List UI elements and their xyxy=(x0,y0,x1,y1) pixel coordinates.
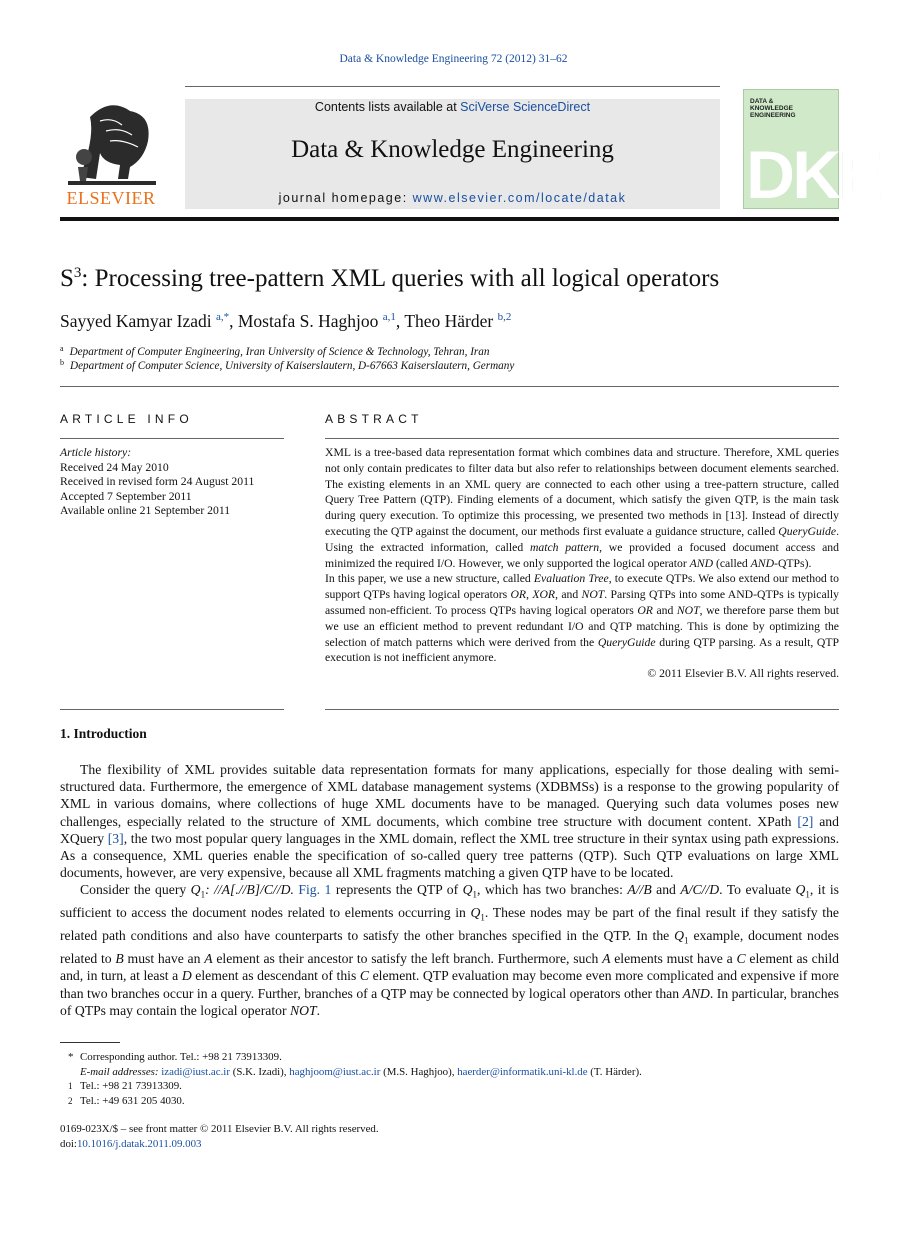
cover-line-3: ENGINEERING xyxy=(750,112,796,119)
contents-line xyxy=(185,100,720,114)
cover-line-2: KNOWLEDGE xyxy=(750,105,793,112)
footnote-mark: * xyxy=(68,1051,74,1063)
affiliation-mark: a xyxy=(60,344,64,353)
affiliation-rule xyxy=(60,386,839,387)
journal-citation[interactable]: Data & Knowledge Engineering 72 (2012) 31–62 xyxy=(339,53,568,65)
sciencedirect-link[interactable]: SciVerse ScienceDirect xyxy=(460,100,591,114)
article-info-bottom-rule xyxy=(60,709,284,710)
affiliation-mark: b xyxy=(60,358,64,367)
intro-paragraph-1: The flexibility of XML provides suitable data representation formats for many applications, especially for those dealing with semi-structured data. Furthermore, the emergence of XML database management systems (XDBMSs) is a response to the growing popularity of XML in various domains, where collections of huge XML documents have to be managed. Querying such data volumes poses new challenges, especially related to the structure of XML documents, which combine tree structure with document content. XPath [2] and XQuery [3], the two most popular query languages in the XML domain, reflect the XML tree structure in their syntax using path expressions. As a consequence, XML queries enable the specification of so-called query tree patterns (QTP). Such QTP evaluations on large XML documents, however, are very expensive, because all XML fragments matching a given QTP have to be located. xyxy=(60,762,839,881)
author-separator: , xyxy=(229,311,238,331)
homepage-prefix: journal homepage: xyxy=(278,191,413,205)
cover-dke: DKE xyxy=(746,137,881,213)
footnote-1 xyxy=(60,1079,839,1094)
author-name[interactable]: Sayyed Kamyar Izadi xyxy=(60,311,212,331)
affiliation-text: Department of Computer Engineering, Iran University of Science & Technology, Tehran, Iran xyxy=(69,346,490,358)
issn-line: 0169-023X/$ – see front matter © 2011 Elsevier B.V. All rights reserved. xyxy=(60,1123,379,1135)
history-item: Received in revised form 24 August 2011 xyxy=(60,475,255,488)
journal-homepage xyxy=(185,191,720,205)
abstract-copyright: © 2011 Elsevier B.V. All rights reserved. xyxy=(647,667,839,681)
figure-link[interactable]: Fig. 1 xyxy=(298,882,332,898)
author-separator: , xyxy=(395,311,405,331)
history-title: Article history: xyxy=(60,446,132,459)
tree-icon xyxy=(60,97,162,185)
doi-link[interactable]: 10.1016/j.datak.2011.09.003 xyxy=(76,1137,202,1150)
affiliation-a xyxy=(60,344,860,358)
article-info-rule xyxy=(60,438,284,439)
footnote-emails: E-mail addresses: izadi@iust.ac.ir (S.K. Izadi), haghjoom@iust.ac.ir (M.S. Haghjoo), haerder@informatik.uni-kl.de (T. Härder). xyxy=(80,1065,642,1078)
title-rest: : Processing tree-pattern XML queries with all logical operators xyxy=(81,265,720,292)
footnotes xyxy=(60,1050,839,1108)
elsevier-wordmark: ELSEVIER xyxy=(66,188,156,208)
author-marks[interactable]: b,2 xyxy=(497,311,512,323)
cover-line-1: DATA & xyxy=(750,98,774,105)
footnote-corresponding xyxy=(60,1050,839,1065)
introduction-body xyxy=(60,761,839,1019)
section-heading-introduction: 1. Introduction xyxy=(60,726,147,741)
reference-link[interactable]: [3] xyxy=(107,830,124,846)
header-rule xyxy=(185,86,720,87)
author-name[interactable]: Mostafa S. Haghjoo xyxy=(237,311,379,331)
affiliation-b xyxy=(60,358,860,372)
doi-line: doi:10.1016/j.datak.2011.09.003 xyxy=(60,1137,202,1150)
footnote-text: Corresponding author. Tel.: +98 21 73913309. xyxy=(80,1051,282,1063)
footnote-mark: 1 xyxy=(68,1081,73,1092)
author-name[interactable]: Theo Härder xyxy=(404,311,494,331)
journal-cover[interactable] xyxy=(743,89,881,213)
cover-title xyxy=(750,98,796,119)
title-sup: 3 xyxy=(73,265,82,281)
author-list xyxy=(60,311,860,332)
author-marks[interactable]: a,* xyxy=(215,311,230,323)
email-link[interactable]: haghjoom@iust.ac.ir xyxy=(289,1065,381,1078)
footnote-mark: 2 xyxy=(68,1095,73,1106)
abstract-paragraph-1: XML is a tree-based data representation format which combines data and structure. Therefore, XML queries not only contain predicates to filter data but also refer to relationships between document elements searched. The existing elements in an XML query are connected to each other using a tree-pattern structure, called Query Tree Pattern (QTP). Finding elements of a document, which satisfy the given QTP, is the main task during query execution. To optimize this processing, we presented two methods in [13]. Instead of directly executing the QTP against the document, our methods first evaluate a guidance structure, called QueryGuide. Using the extracted information, called match pattern, we provided a focused document access and minimized the required I/O. However, we only supported the logical operator AND (called AND-QTPs). xyxy=(325,446,839,570)
footnote-text: Tel.: +98 21 73913309. xyxy=(80,1080,182,1093)
intro-paragraph-2: Consider the query $Q_1$: //A[.//B]/C//D. Fig. 1 represents the QTP of $Q_1$, which has two branches: A//B and A/C//D. To evaluate $Q_1$, it is sufficient to access the document nodes related to elements occurring in $Q_1$. These nodes may be part of the final result if they satisfy the related path conditions and also have counterparts to satisfy the other branches specified in the QTP. In the $Q_1$ example, document nodes related to B must have an A element as their ancestor to satisfy the left branch. Furthermore, such A elements must have a C element as child and, in turn, at least a D element as descendant of this C element. QTP evaluation may become even more complicated and expensive if more than two branches occur in a query. Further, branches of a QTP may be connected by logical operators other than AND. In particular, branches of QTPs may contain the logical operator NOT. xyxy=(60,882,840,1018)
article-history xyxy=(60,446,285,519)
history-item: Accepted 7 September 2011 xyxy=(60,489,192,503)
abstract-paragraph-2: In this paper, we use a new structure, called Evaluation Tree, to execute QTPs. We also extend our method to support QTPs having logical operators OR, XOR, and NOT. Parsing QTPs into some AND-QTPs is typically assumed non-efficient. To process QTPs having logical operators OR and NOT, we therefore parse them but we use an efficient method to prevent redundant I/O and QTP matching. This is done by optimizing the selection of match patterns which were derived from the QueryGuide during QTP parsing. As a result, QTP execution is not inefficient anymore. xyxy=(325,572,840,665)
abstract-heading: ABSTRACT xyxy=(325,412,423,426)
bottom-info xyxy=(60,1122,379,1152)
footnote-rule xyxy=(60,1042,120,1043)
abstract-bottom-rule xyxy=(325,709,839,710)
reference-link[interactable]: [2] xyxy=(797,813,814,829)
contents-prefix: Contents lists available at xyxy=(314,100,461,114)
email-link[interactable]: izadi@iust.ac.ir xyxy=(161,1065,230,1078)
footnote-text: Tel.: +49 631 205 4030. xyxy=(80,1094,185,1107)
title-prefix: S xyxy=(60,265,74,292)
affiliation-text: Department of Computer Science, University of Kaiserslautern, D-67663 Kaiserslautern, Germany xyxy=(70,360,515,372)
elsevier-logo[interactable] xyxy=(60,97,162,209)
article-title xyxy=(60,265,860,293)
article-info-heading: ARTICLE INFO xyxy=(60,412,193,426)
footnote-2 xyxy=(60,1094,839,1109)
homepage-link[interactable]: www.elsevier.com/locate/datak xyxy=(412,191,627,205)
abstract-rule xyxy=(325,438,839,439)
history-item: Received 24 May 2010 xyxy=(60,460,169,474)
author-marks[interactable]: a,1 xyxy=(382,311,396,323)
abstract-body xyxy=(325,445,839,682)
history-item: Available online 21 September 2011 xyxy=(60,504,231,517)
header-thick-rule xyxy=(60,217,839,221)
email-label: E-mail addresses: xyxy=(80,1065,162,1078)
email-link[interactable]: haerder@informatik.uni-kl.de xyxy=(457,1065,588,1078)
journal-title: Data & Knowledge Engineering xyxy=(291,136,614,163)
